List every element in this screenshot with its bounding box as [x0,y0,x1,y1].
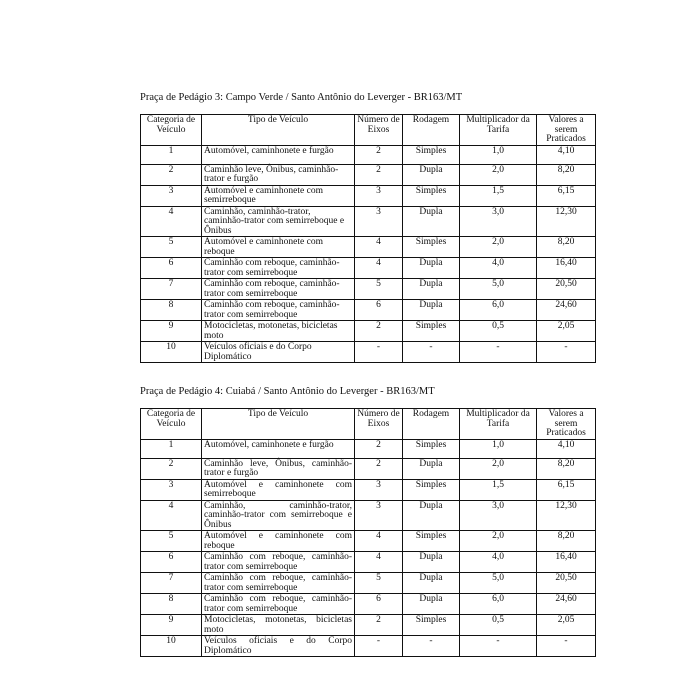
header-valores: Valores a serem Praticados [537,115,596,146]
cell-tipo: Caminhão com reboque, caminhão-trator com semirreboque [202,279,355,300]
cell-tipo: Automóvel e caminhonete com semirreboque [202,479,355,500]
cell-valor: 20,50 [537,573,596,594]
cell-valor: 8,20 [537,458,596,479]
cell-rodagem: - [403,636,460,657]
cell-multiplicador: 2,0 [460,458,537,479]
header-categoria: Categoria de Veículo [141,409,202,440]
cell-valor: 2,05 [537,615,596,636]
header-rodagem: Rodagem [403,115,460,146]
cell-categoria: 5 [141,237,202,258]
cell-eixos: 2 [355,615,403,636]
cell-eixos: 2 [355,321,403,342]
cell-valor: 12,30 [537,500,596,531]
cell-tipo: Automóvel e caminhonete com semirreboque [202,185,355,206]
cell-eixos: 4 [355,237,403,258]
cell-tipo: Automóvel, caminhonete e furgão [202,439,355,458]
cell-multiplicador: 0,5 [460,321,537,342]
cell-multiplicador: 1,0 [460,439,537,458]
cell-multiplicador: 1,0 [460,145,537,164]
table-row [141,552,596,573]
toll-table [140,408,596,657]
cell-valor: 24,60 [537,300,596,321]
table-row [141,185,596,206]
cell-tipo: Automóvel, caminhonete e furgão [202,145,355,164]
cell-eixos: 5 [355,573,403,594]
cell-categoria: 6 [141,258,202,279]
cell-multiplicador: 2,0 [460,237,537,258]
cell-eixos: 4 [355,531,403,552]
cell-tipo: Caminhão leve, Ônibus, caminhão-trator e furgão [202,164,355,185]
header-multiplicador: Multiplicador da Tarifa [460,115,537,146]
table-row [141,615,596,636]
table-row [141,479,596,500]
cell-eixos: 2 [355,458,403,479]
table-row [141,321,596,342]
table-row [141,573,596,594]
cell-tipo: Caminhão, caminhão-trator, caminhão-trator com semirreboque e Ônibus [202,206,355,237]
table-row [141,300,596,321]
cell-eixos: 3 [355,500,403,531]
table-row [141,145,596,164]
cell-categoria: 10 [141,342,202,363]
table-row [141,342,596,363]
cell-categoria: 7 [141,573,202,594]
header-valores: Valores a serem Praticados [537,409,596,440]
cell-eixos: 3 [355,185,403,206]
cell-categoria: 10 [141,636,202,657]
cell-tipo: Caminhão com reboque, caminhão-trator com semirreboque [202,594,355,615]
cell-multiplicador: 3,0 [460,500,537,531]
cell-categoria: 7 [141,279,202,300]
cell-rodagem: Simples [403,185,460,206]
cell-rodagem: Dupla [403,552,460,573]
cell-categoria: 4 [141,500,202,531]
cell-eixos: - [355,636,403,657]
cell-valor: 6,15 [537,479,596,500]
cell-rodagem: Dupla [403,258,460,279]
header-eixos: Número de Eixos [355,115,403,146]
cell-tipo: Veículos oficiais e do Corpo Diplomático [202,342,355,363]
cell-tipo: Veículos oficiais e do Corpo Diplomático [202,636,355,657]
table-row [141,164,596,185]
cell-eixos: 3 [355,206,403,237]
header-rodagem: Rodagem [403,409,460,440]
table-header-row [141,115,596,146]
cell-rodagem: Simples [403,531,460,552]
cell-valor: 12,30 [537,206,596,237]
cell-eixos: - [355,342,403,363]
cell-valor: 16,40 [537,552,596,573]
cell-valor: - [537,636,596,657]
cell-rodagem: Dupla [403,458,460,479]
cell-tipo: Caminhão leve, Ônibus, caminhão-trator e furgão [202,458,355,479]
table-row [141,258,596,279]
table-row [141,500,596,531]
header-multiplicador: Multiplicador da Tarifa [460,409,537,440]
cell-multiplicador: 6,0 [460,594,537,615]
cell-multiplicador: - [460,636,537,657]
cell-valor: 8,20 [537,531,596,552]
cell-multiplicador: 4,0 [460,258,537,279]
cell-eixos: 6 [355,594,403,615]
cell-valor: 6,15 [537,185,596,206]
cell-eixos: 4 [355,258,403,279]
header-tipo: Tipo de Veículo [202,115,355,146]
cell-multiplicador: 1,5 [460,479,537,500]
cell-rodagem: Dupla [403,206,460,237]
cell-rodagem: Dupla [403,500,460,531]
table-row [141,458,596,479]
cell-valor: 8,20 [537,164,596,185]
table-row [141,279,596,300]
cell-rodagem: Dupla [403,164,460,185]
cell-rodagem: Simples [403,615,460,636]
cell-multiplicador: 1,5 [460,185,537,206]
cell-multiplicador: 5,0 [460,279,537,300]
cell-categoria: 1 [141,145,202,164]
cell-categoria: 8 [141,300,202,321]
cell-tipo: Motocicletas, motonetas, bicicletas moto [202,615,355,636]
cell-multiplicador: 2,0 [460,531,537,552]
cell-valor: 20,50 [537,279,596,300]
cell-multiplicador: 0,5 [460,615,537,636]
table-row [141,531,596,552]
cell-multiplicador: 2,0 [460,164,537,185]
cell-tipo: Automóvel e caminhonete com reboque [202,531,355,552]
toll-table [140,114,596,363]
cell-eixos: 2 [355,145,403,164]
cell-tipo: Caminhão com reboque, caminhão-trator com semirreboque [202,552,355,573]
cell-multiplicador: 6,0 [460,300,537,321]
cell-categoria: 9 [141,615,202,636]
header-tipo: Tipo de Veículo [202,409,355,440]
table-row [141,636,596,657]
cell-eixos: 4 [355,552,403,573]
table-header-row [141,409,596,440]
cell-valor: 24,60 [537,594,596,615]
cell-tipo: Caminhão, caminhão-trator, caminhão-trator com semirreboque e Ônibus [202,500,355,531]
cell-categoria: 2 [141,164,202,185]
cell-tipo: Caminhão com reboque, caminhão-trator com semirreboque [202,258,355,279]
table-row [141,594,596,615]
cell-rodagem: Simples [403,479,460,500]
cell-multiplicador: - [460,342,537,363]
cell-categoria: 3 [141,479,202,500]
cell-valor: - [537,342,596,363]
cell-tipo: Motocicletas, motonetas, bicicletas moto [202,321,355,342]
cell-categoria: 3 [141,185,202,206]
cell-categoria: 8 [141,594,202,615]
cell-categoria: 2 [141,458,202,479]
table-title: Praça de Pedágio 4: Cuiabá / Santo Antônio do Leverger - BR163/MT [140,386,435,397]
cell-valor: 4,10 [537,145,596,164]
cell-tipo: Automóvel e caminhonete com reboque [202,237,355,258]
cell-rodagem: Dupla [403,594,460,615]
cell-eixos: 2 [355,164,403,185]
cell-rodagem: Dupla [403,279,460,300]
cell-valor: 8,20 [537,237,596,258]
cell-categoria: 4 [141,206,202,237]
cell-multiplicador: 3,0 [460,206,537,237]
document-page [140,92,596,657]
cell-eixos: 5 [355,279,403,300]
cell-valor: 4,10 [537,439,596,458]
table-row [141,237,596,258]
cell-categoria: 6 [141,552,202,573]
header-categoria: Categoria de Veículo [141,115,202,146]
table-row [141,206,596,237]
cell-rodagem: Simples [403,145,460,164]
cell-categoria: 9 [141,321,202,342]
cell-eixos: 2 [355,439,403,458]
table-title: Praça de Pedágio 3: Campo Verde / Santo Antônio do Leverger - BR163/MT [140,92,463,103]
cell-rodagem: Dupla [403,300,460,321]
cell-rodagem: Dupla [403,573,460,594]
cell-rodagem: - [403,342,460,363]
cell-tipo: Caminhão com reboque, caminhão-trator com semirreboque [202,573,355,594]
table-row [141,439,596,458]
cell-multiplicador: 5,0 [460,573,537,594]
cell-rodagem: Simples [403,439,460,458]
header-eixos: Número de Eixos [355,409,403,440]
cell-eixos: 6 [355,300,403,321]
cell-categoria: 1 [141,439,202,458]
cell-tipo: Caminhão com reboque, caminhão-trator com semirreboque [202,300,355,321]
cell-rodagem: Simples [403,237,460,258]
cell-rodagem: Simples [403,321,460,342]
cell-eixos: 3 [355,479,403,500]
cell-categoria: 5 [141,531,202,552]
cell-valor: 2,05 [537,321,596,342]
cell-multiplicador: 4,0 [460,552,537,573]
cell-valor: 16,40 [537,258,596,279]
